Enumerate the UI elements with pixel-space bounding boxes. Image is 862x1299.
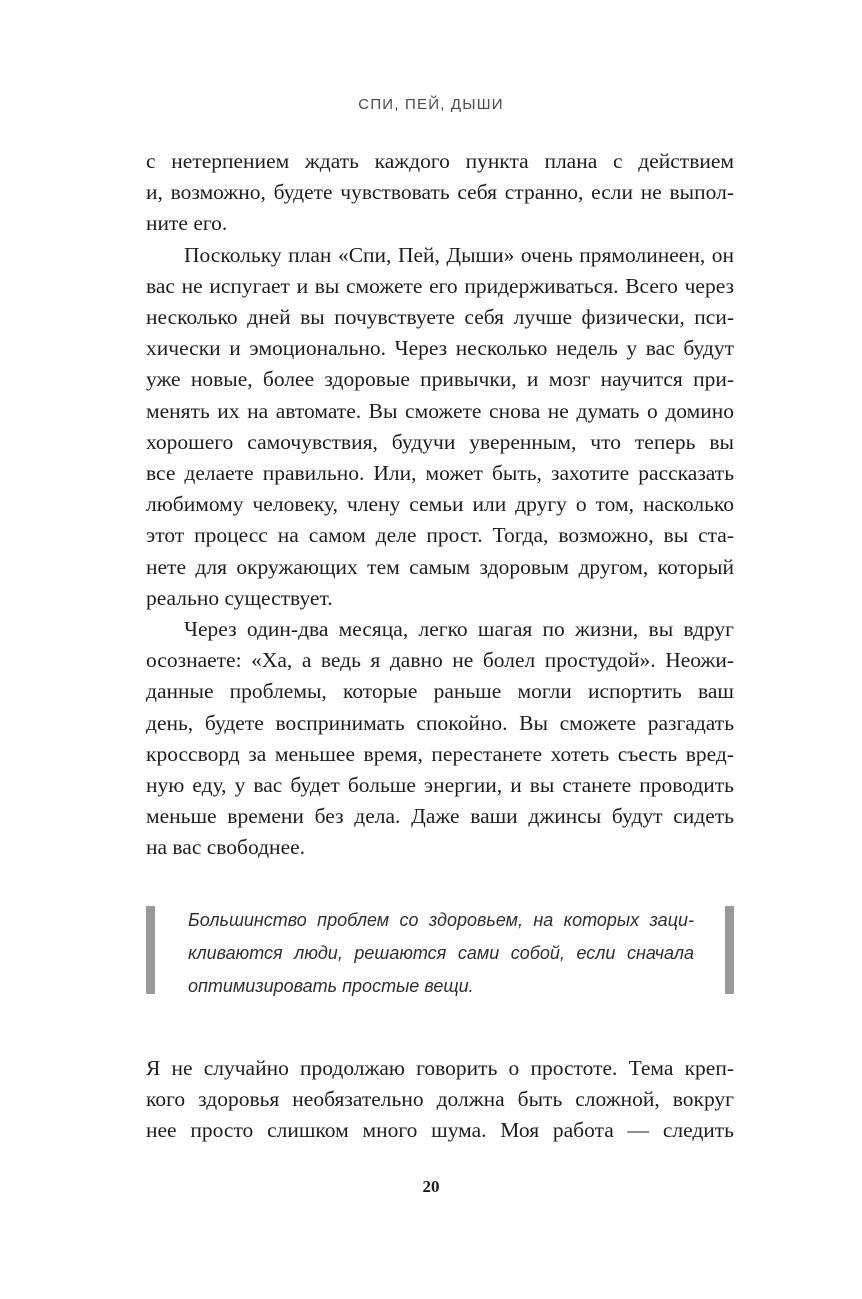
text-line: любимому человеку, члену семьи или другу о том, насколько — [146, 492, 734, 517]
text-line: вас не испугает и вы сможете его придерживаться. Всего через — [146, 273, 734, 298]
text-line: несколько дней вы почувствуете себя лучше физически, пси- — [146, 305, 734, 330]
paragraph-continued — [146, 146, 734, 240]
text-line: Я не случайно продолжаю говорить о простоте. Тема креп- — [146, 1056, 734, 1080]
text-line: этот процесс на самом деле прост. Тогда, возможно, вы ста- — [146, 523, 734, 548]
text-line: нете для окружающих тем самым здоровым другом, который — [146, 554, 734, 579]
quote-bar-left — [146, 906, 155, 994]
text-line: кроссворд за меньшее время, перестанете хотеть съесть вред- — [146, 741, 734, 766]
text-line: ните его. — [146, 211, 228, 236]
text-line: уже новые, более здоровые привычки, и мозг научится при- — [146, 367, 734, 392]
text-line: меньше времени без дела. Даже ваши джинсы будут сидеть — [146, 804, 734, 829]
quote-bar-right — [725, 906, 734, 994]
text-line: все делаете правильно. Или, может быть, захотите рассказать — [146, 461, 734, 486]
pull-quote-text — [188, 904, 694, 1003]
text-line: ную еду, у вас будет больше энергии, и вы станете проводить — [146, 773, 734, 798]
running-head: СПИ, ПЕЙ, ДЫШИ — [358, 96, 504, 113]
paragraph-2 — [146, 240, 734, 614]
text-line: осознаете: «Ха, а ведь я давно не болел простудой». Неожи- — [146, 648, 734, 673]
text-line: хически и эмоционально. Через несколько недель у вас будут — [146, 336, 734, 361]
main-text-block — [146, 146, 734, 864]
paragraph-4 — [146, 1053, 734, 1147]
pull-quote — [146, 906, 734, 994]
page-number: 20 — [422, 1177, 440, 1196]
text-line: на вас свободнее. — [146, 835, 306, 860]
text-line: с нетерпением ждать каждого пункта плана с действием — [146, 149, 734, 173]
text-line: нее просто слишком много шума. Моя работа — следить — [146, 1118, 734, 1143]
text-line: день, будете воспринимать спокойно. Вы сможете разгадать — [146, 710, 734, 735]
quote-line: кливаются люди, решаются сами собой, если сначала — [188, 943, 694, 963]
text-line: хорошего самочувствия, будучи уверенным, что теперь вы — [146, 429, 734, 454]
text-line: менять их на автомате. Вы сможете снова не думать о домино — [146, 398, 734, 423]
text-line: и, возможно, будете чувствовать себя странно, если не выпол- — [146, 180, 734, 205]
text-line: Через один-два месяца, легко шагая по жизни, вы вдруг — [184, 617, 734, 642]
text-line: данные проблемы, которые раньше могли испортить ваш — [146, 679, 734, 704]
quote-line: Большинство проблем со здоровьем, на которых заци- — [188, 910, 694, 930]
text-line: кого здоровья необязательно должна быть сложной, вокруг — [146, 1087, 734, 1112]
text-line: Поскольку план «Спи, Пей, Дыши» очень прямолинеен, он — [184, 242, 734, 267]
text-line: реально существует. — [146, 585, 333, 610]
paragraph-3 — [146, 614, 734, 864]
quote-line: оптимизировать простые вещи. — [188, 976, 474, 996]
